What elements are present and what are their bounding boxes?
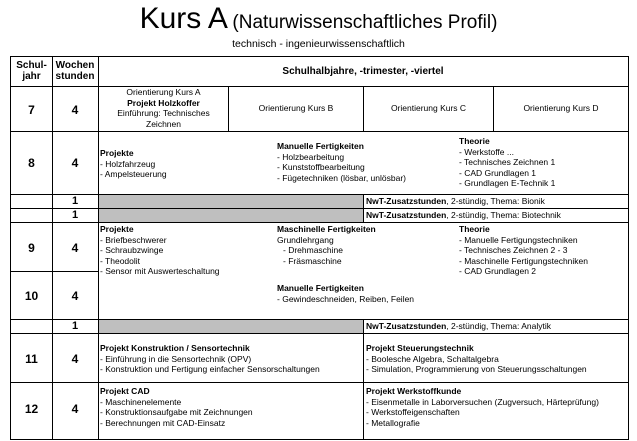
- year-12: 12: [24, 402, 39, 416]
- document-subtitle: technisch - ingenieurwissenschaftlich: [232, 38, 405, 50]
- list-item: - Maschinenelemente: [100, 397, 362, 408]
- list-item: - Maschinelle Fertigungstechniken: [459, 256, 627, 267]
- list-item: - Ampelsteuerung: [100, 169, 270, 180]
- row-line: [11, 333, 628, 334]
- row11-projekt-steuerungstechnik: Projekt Steuerungstechnik - Boolesche Algebra, Schaltalgebra - Simulation, Programmierung von Steuerungsschaltungen: [366, 343, 626, 375]
- year-11: 11: [25, 352, 38, 366]
- list-item: - Konstruktion und Fertigung einfacher Sensorschaltungen: [100, 364, 362, 375]
- col-line: [363, 319, 364, 333]
- row-line: [11, 194, 628, 195]
- row10-manuelle-fertigkeiten: Manuelle Fertigkeiten - Gewindeschneiden, Reiben, Feilen: [277, 283, 457, 304]
- document-title: [0, 2, 637, 36]
- orientierung-kurs-d: Orientierung Kurs D: [523, 103, 599, 113]
- header-wochenstunden: Wochen stunden: [55, 60, 95, 82]
- row8-theorie: Theorie - Werkstoffe ... - Technisches Zeichnen 1 - CAD Grundlagen 1 - Grundlagen E-Technik 1: [459, 136, 627, 189]
- row-line: [11, 131, 628, 132]
- header-schuljahr: Schul- jahr: [16, 60, 47, 82]
- list-item: - Technisches Zeichnen 2 - 3: [459, 245, 627, 256]
- row12-projekt-werkstoffkunde: Projekt Werkstoffkunde - Eisenmetalle in Laborversuchen (Zugversuch, Härteprüfung) - Werkstoffeigenschaften - Metallografie: [366, 386, 626, 428]
- list-item: - Simulation, Programmierung von Steuerungsschaltungen: [366, 364, 626, 375]
- col-line: [363, 194, 364, 222]
- row-line: [11, 382, 628, 383]
- nwt-gray-bar-3: [98, 320, 363, 333]
- list-item: - CAD Grundlagen 1: [459, 168, 627, 179]
- nwt-biotechnik: NwT-Zusatzstunden, 2-stündig, Thema: Biotechnik: [366, 210, 561, 220]
- row9-projekte: Projekte - Briefbeschwerer - Schraubzwinge - Theodolit - Sensor mit Auswerteschaltung: [100, 224, 275, 277]
- title-main: Kurs A: [139, 2, 228, 35]
- list-item: - Boolesche Algebra, Schaltalgebra: [366, 354, 626, 365]
- row11-projekt-konstruktion: Projekt Konstruktion / Sensortechnik - Einführung in die Sensortechnik (OPV) - Konstruktion und Fertigung einfacher Sensorschaltungen: [100, 343, 362, 375]
- nwt-gray-bar-1: [98, 195, 363, 208]
- orientierung-kurs-c: Orientierung Kurs C: [390, 103, 467, 113]
- row9-maschinelle-fertigkeiten: Maschinelle Fertigkeiten Grundlehrgang - Drehmaschine - Fräsmaschine: [277, 224, 457, 266]
- list-item: - Fügetechniken (lösbar, unlösbar): [277, 173, 457, 184]
- hours-7: 4: [71, 103, 79, 117]
- nwt-analytik: NwT-Zusatzstunden, 2-stündig, Thema: Analytik: [366, 321, 552, 331]
- list-item: - Werkstoffe ...: [459, 147, 627, 158]
- list-item: - Konstruktionsaufgabe mit Zeichnungen: [100, 407, 362, 418]
- list-item: - Berechnungen mit CAD-Einsatz: [100, 418, 362, 429]
- nwt-hours-1: 1: [71, 195, 79, 207]
- nwt-hours-2: 1: [71, 209, 79, 221]
- list-item: - Sensor mit Auswerteschaltung: [100, 266, 275, 277]
- row-line: [11, 271, 98, 272]
- row9-theorie: Theorie - Manuelle Fertigungstechniken - Technisches Zeichnen 2 - 3 - Maschinelle Fertigungstechniken - CAD Grundlagen 2: [459, 224, 627, 277]
- list-item: - Drehmaschine: [283, 245, 457, 256]
- row-line: [11, 208, 628, 209]
- hours-12: 4: [71, 402, 79, 416]
- hours-8: 4: [71, 156, 79, 170]
- orientierung-kurs-b: Orientierung Kurs B: [258, 103, 334, 113]
- list-item: - Holzbearbeitung: [277, 152, 457, 163]
- row-line: [11, 319, 628, 320]
- list-item: - Manuelle Fertigungstechniken: [459, 235, 627, 246]
- year-9: 9: [28, 241, 35, 255]
- row12-projekt-cad: Projekt CAD - Maschinenelemente - Konstruktionsaufgabe mit Zeichnungen - Berechnungen mit CAD-Einsatz: [100, 386, 362, 428]
- hours-10: 4: [71, 289, 79, 303]
- list-item: - Kunststoffbearbeitung: [277, 162, 457, 173]
- list-item: - Werkstoffeigenschaften: [366, 407, 626, 418]
- hours-11: 4: [71, 352, 79, 366]
- curriculum-table: [10, 56, 629, 440]
- list-item: - Einführung in die Sensortechnik (OPV): [100, 354, 362, 365]
- list-item: - Holzfahrzeug: [100, 159, 270, 170]
- nwt-bionik: NwT-Zusatzstunden, 2-stündig, Thema: Bionik: [366, 196, 545, 206]
- header-schulhalbjahre: Schulhalbjahre, -trimester, -viertel: [282, 66, 444, 77]
- list-item: - Theodolit: [100, 256, 275, 267]
- title-profile: (Naturwissenschaftliches Profil): [232, 12, 498, 33]
- list-item: - Fräsmaschine: [283, 256, 457, 267]
- row8-projekte: Projekte - Holzfahrzeug - Ampelsteuerung: [100, 148, 270, 180]
- row8-manuelle-fertigkeiten: Manuelle Fertigkeiten - Holzbearbeitung - Kunststoffbearbeitung - Fügetechniken (lösbar, unlösbar): [277, 141, 457, 183]
- col-line: [363, 333, 364, 439]
- year-10: 10: [24, 289, 39, 303]
- list-item: - Gewindeschneiden, Reiben, Feilen: [277, 294, 457, 305]
- nwt-gray-bar-2: [98, 209, 363, 222]
- year-8: 8: [28, 156, 35, 170]
- hours-9: 4: [71, 241, 79, 255]
- list-item: - Schraubzwinge: [100, 245, 275, 256]
- list-item: - Technisches Zeichnen 1: [459, 157, 627, 168]
- nwt-hours-3: 1: [71, 320, 79, 332]
- year-7: 7: [28, 103, 35, 117]
- row-line: [11, 222, 628, 223]
- list-item: - CAD Grundlagen 2: [459, 266, 627, 277]
- list-item: - Eisenmetalle in Laborversuchen (Zugversuch, Härteprüfung): [366, 397, 626, 408]
- list-item: - Metallografie: [366, 418, 626, 429]
- list-item: - Grundlagen E-Technik 1: [459, 178, 627, 189]
- orientierung-kurs-a: Orientierung Kurs A Projekt Holzkoffer Einführung: Technisches Zeichnen: [117, 87, 210, 129]
- list-item: - Briefbeschwerer: [100, 235, 275, 246]
